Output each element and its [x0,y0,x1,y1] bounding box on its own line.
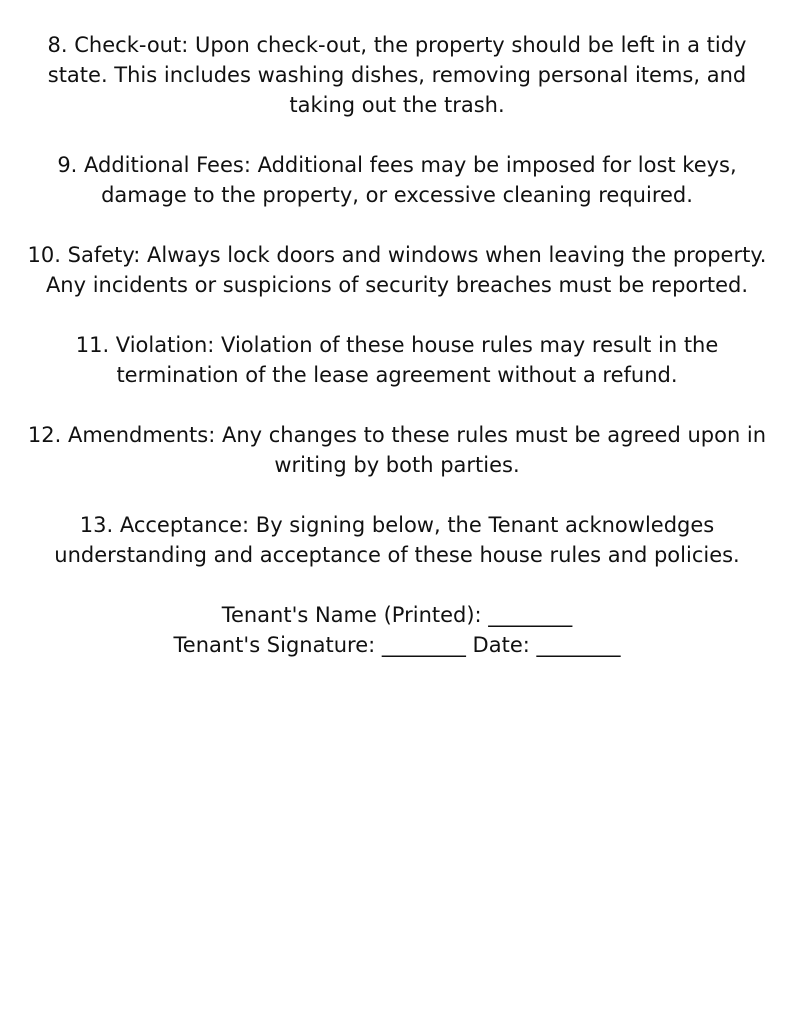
rule-9-additional-fees [20,150,774,210]
rule-text-line: damage to the property, or excessive cleaning required. [101,183,693,207]
rule-text-line: Any incidents or suspicions of security breaches must be reported. [45,273,749,297]
rule-text-line: taking out the trash. [289,93,505,117]
rule-10-safety [20,240,774,300]
rule-13-acceptance [20,510,774,570]
rule-text-line: termination of the lease agreement without a refund. [116,363,678,387]
rule-text-line: state. This includes washing dishes, removing personal items, and [47,63,747,87]
rule-11-violation [20,330,774,390]
rule-8-check-out [20,30,774,120]
rule-text-line: understanding and acceptance of these house rules and policies. [54,543,740,567]
rule-text-line: 10. Safety: Always lock doors and windows when leaving the property. [27,243,767,267]
tenant-signature-date-field: Tenant's Signature: ________ Date: ________ [173,633,621,657]
rule-text-line: 8. Check-out: Upon check-out, the property should be left in a tidy [47,33,747,57]
house-rules-list [20,30,774,660]
rule-text-line: 11. Violation: Violation of these house rules may result in the [75,333,719,357]
rule-text-line: 9. Additional Fees: Additional fees may be imposed for lost keys, [57,153,737,177]
signature-block [20,600,774,660]
rule-text-line: 13. Acceptance: By signing below, the Tenant acknowledges [79,513,715,537]
rule-text-line: writing by both parties. [274,453,520,477]
rule-12-amendments [20,420,774,480]
tenant-name-field: Tenant's Name (Printed): ________ [221,603,573,627]
rule-text-line: 12. Amendments: Any changes to these rules must be agreed upon in [27,423,767,447]
